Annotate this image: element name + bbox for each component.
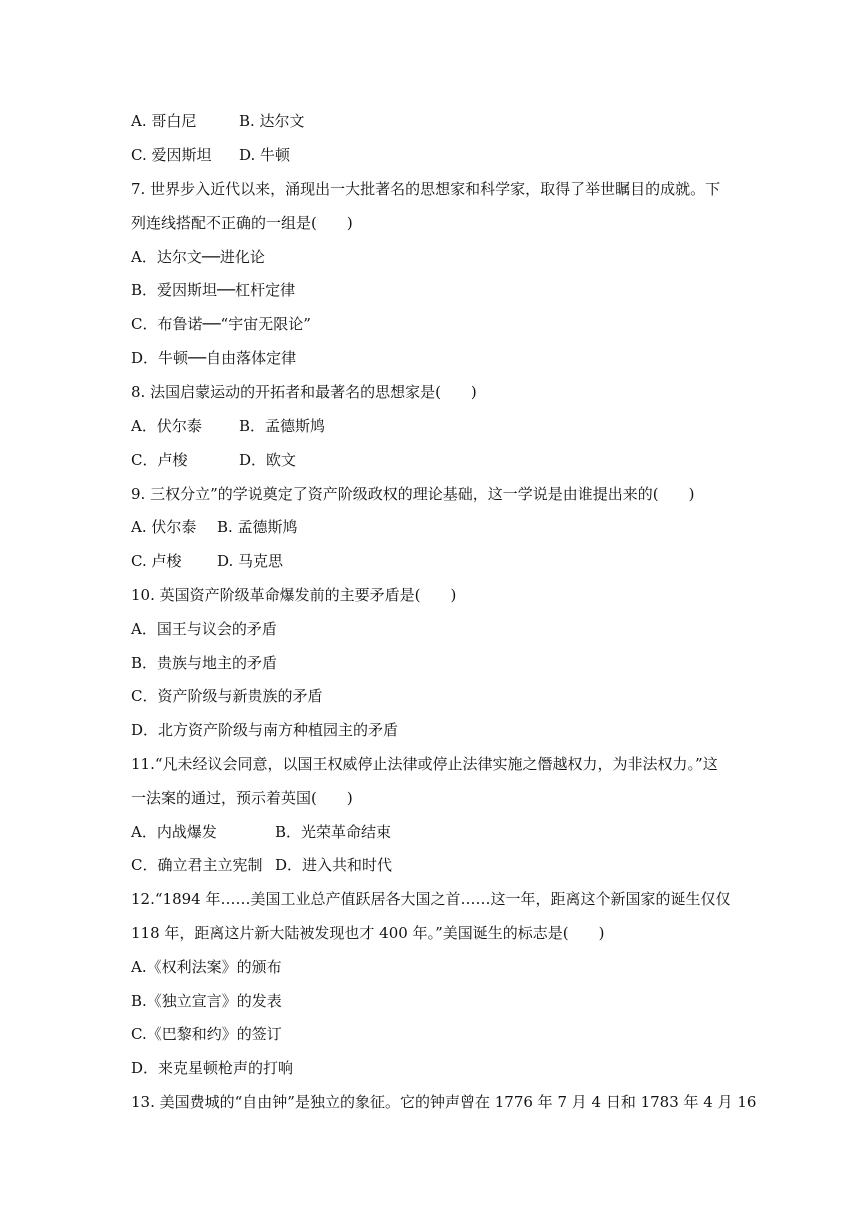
option-b: B. 达尔文	[239, 112, 305, 130]
q8-stem: 8. 法国启蒙运动的开拓者和最著名的思想家是( )	[131, 383, 477, 401]
option-d: D. 牛顿	[239, 146, 291, 164]
q7-option-b: B．爱因斯坦──杠杆定律	[131, 281, 296, 299]
q12-option-d: D．来克星顿枪声的打响	[131, 1059, 294, 1077]
q7-option-a: A．达尔文──进化论	[131, 248, 265, 266]
option-c: C．确立君主立宪制	[131, 856, 263, 874]
option-c: C．卢梭	[131, 451, 188, 469]
q9-stem: 9. 三权分立”的学说奠定了资产阶级政权的理论基础，这一学说是由谁提出来的( )	[131, 485, 695, 503]
option-a: A. 伏尔泰	[131, 518, 197, 536]
q12-option-a: A.《权利法案》的颁布	[131, 958, 282, 976]
option-a: A．伏尔泰	[131, 417, 202, 435]
q12-stem-line2: 118 年，距离这片新大陆被发现也才 400 年。”美国诞生的标志是( )	[131, 924, 605, 942]
q11-stem-line1: 11.“凡未经议会同意，以国王权威停止法律或停止法律实施之僭越权力，为非法权力。”这	[131, 755, 718, 773]
option-d: D. 马克思	[217, 552, 284, 570]
q7-option-c: C．布鲁诺──“宇宙无限论”	[131, 315, 311, 333]
option-b: B. 孟德斯鸠	[217, 518, 298, 536]
q7-option-d: D．牛顿──自由落体定律	[131, 349, 297, 367]
q13-stem-line1: 13. 美国费城的“自由钟”是独立的象征。它的钟声曾在 1776 年 7 月 4 日和 1783 年 4 月 16	[131, 1093, 757, 1111]
q12-stem-line1: 12.“1894 年……美国工业总产值跃居各大国之首……这一年，距离这个新国家的诞生仅仅	[131, 890, 731, 908]
q7-stem-line2: 列连线搭配不正确的一组是( )	[131, 214, 353, 232]
option-c: C. 卢梭	[131, 552, 182, 570]
option-a: A．内战爆发	[131, 823, 217, 841]
q12-option-c: C.《巴黎和约》的签订	[131, 1025, 282, 1043]
q10-option-b: B．贵族与地主的矛盾	[131, 654, 278, 672]
q12-option-b: B.《独立宣言》的发表	[131, 992, 282, 1010]
q10-option-d: D．北方资产阶级与南方种植园主的矛盾	[131, 721, 399, 739]
option-b: B．孟德斯鸠	[239, 417, 326, 435]
option-a: A. 哥白尼	[131, 112, 197, 130]
option-c: C. 爱因斯坦	[131, 146, 212, 164]
option-d: D．进入共和时代	[275, 856, 393, 874]
q10-option-a: A．国王与议会的矛盾	[131, 620, 277, 638]
option-d: D．欧文	[239, 451, 297, 469]
option-b: B．光荣革命结束	[275, 823, 392, 841]
q10-option-c: C．资产阶级与新贵族的矛盾	[131, 687, 323, 705]
q11-stem-line2: 一法案的通过，预示着英国( )	[131, 789, 353, 807]
q10-stem: 10. 英国资产阶级革命爆发前的主要矛盾是( )	[131, 586, 457, 604]
q7-stem-line1: 7. 世界步入近代以来，涌现出一大批著名的思想家和科学家，取得了举世瞩目的成就。下	[131, 180, 721, 198]
